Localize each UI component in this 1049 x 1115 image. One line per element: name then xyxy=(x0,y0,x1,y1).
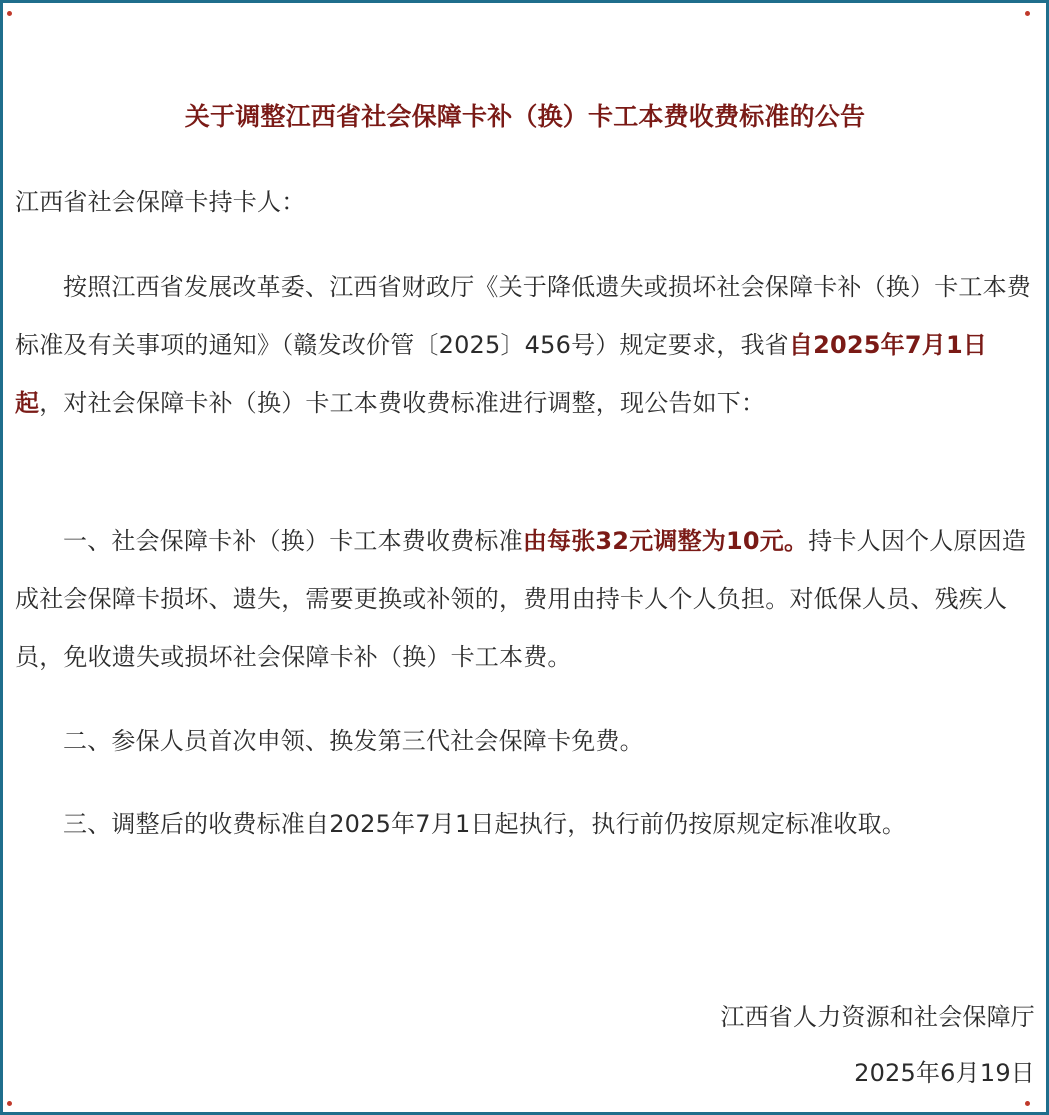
corner-dot-top-right xyxy=(1025,11,1030,16)
fee-change-highlight: 由每张32元调整为10元。 xyxy=(522,527,809,555)
item-one-text: 一、社会保障卡补（换）卡工本费收费标准 xyxy=(63,527,523,555)
effective-date-highlight: 自2025年7月1日起 xyxy=(15,331,988,417)
paragraph-basis-text: 按照江西省发展改革委、江西省财政厅《关于降低遗失或损坏社会保障卡补（换）卡工本费标准及有关事项的通知》（赣发改价管〔2025〕456号）规定要求，我省 xyxy=(15,273,1031,359)
corner-dot-top-left xyxy=(7,11,12,16)
paragraph-item-three: 三、调整后的收费标准自2025年7月1日起执行，执行前仍按原规定标准收取。 xyxy=(63,810,907,838)
corner-dot-bottom-left xyxy=(7,1101,12,1106)
paragraph-item-two: 二、参保人员首次申领、换发第三代社会保障卡免费。 xyxy=(63,727,644,755)
signature-date: 2025年6月19日 xyxy=(854,1059,1035,1087)
salutation: 江西省社会保障卡持卡人： xyxy=(15,188,306,216)
item-one-text-end: 持卡人因个人原因造成社会保障卡损坏、遗失，需要更换或补领的，费用由持卡人个人负担。对低保人员、残疾人员，免收遗失或损坏社会保障卡补（换）卡工本费。 xyxy=(15,527,1027,671)
signature-organization: 江西省人力资源和社会保障厅 xyxy=(720,1003,1035,1031)
paragraph-basis xyxy=(15,258,1035,432)
paragraph-basis-text-end: ，对社会保障卡补（换）卡工本费收费标准进行调整，现公告如下： xyxy=(39,389,766,417)
notice-title: 关于调整江西省社会保障卡补（换）卡工本费收费标准的公告 xyxy=(184,102,866,131)
paragraph-item-one xyxy=(15,512,1035,686)
